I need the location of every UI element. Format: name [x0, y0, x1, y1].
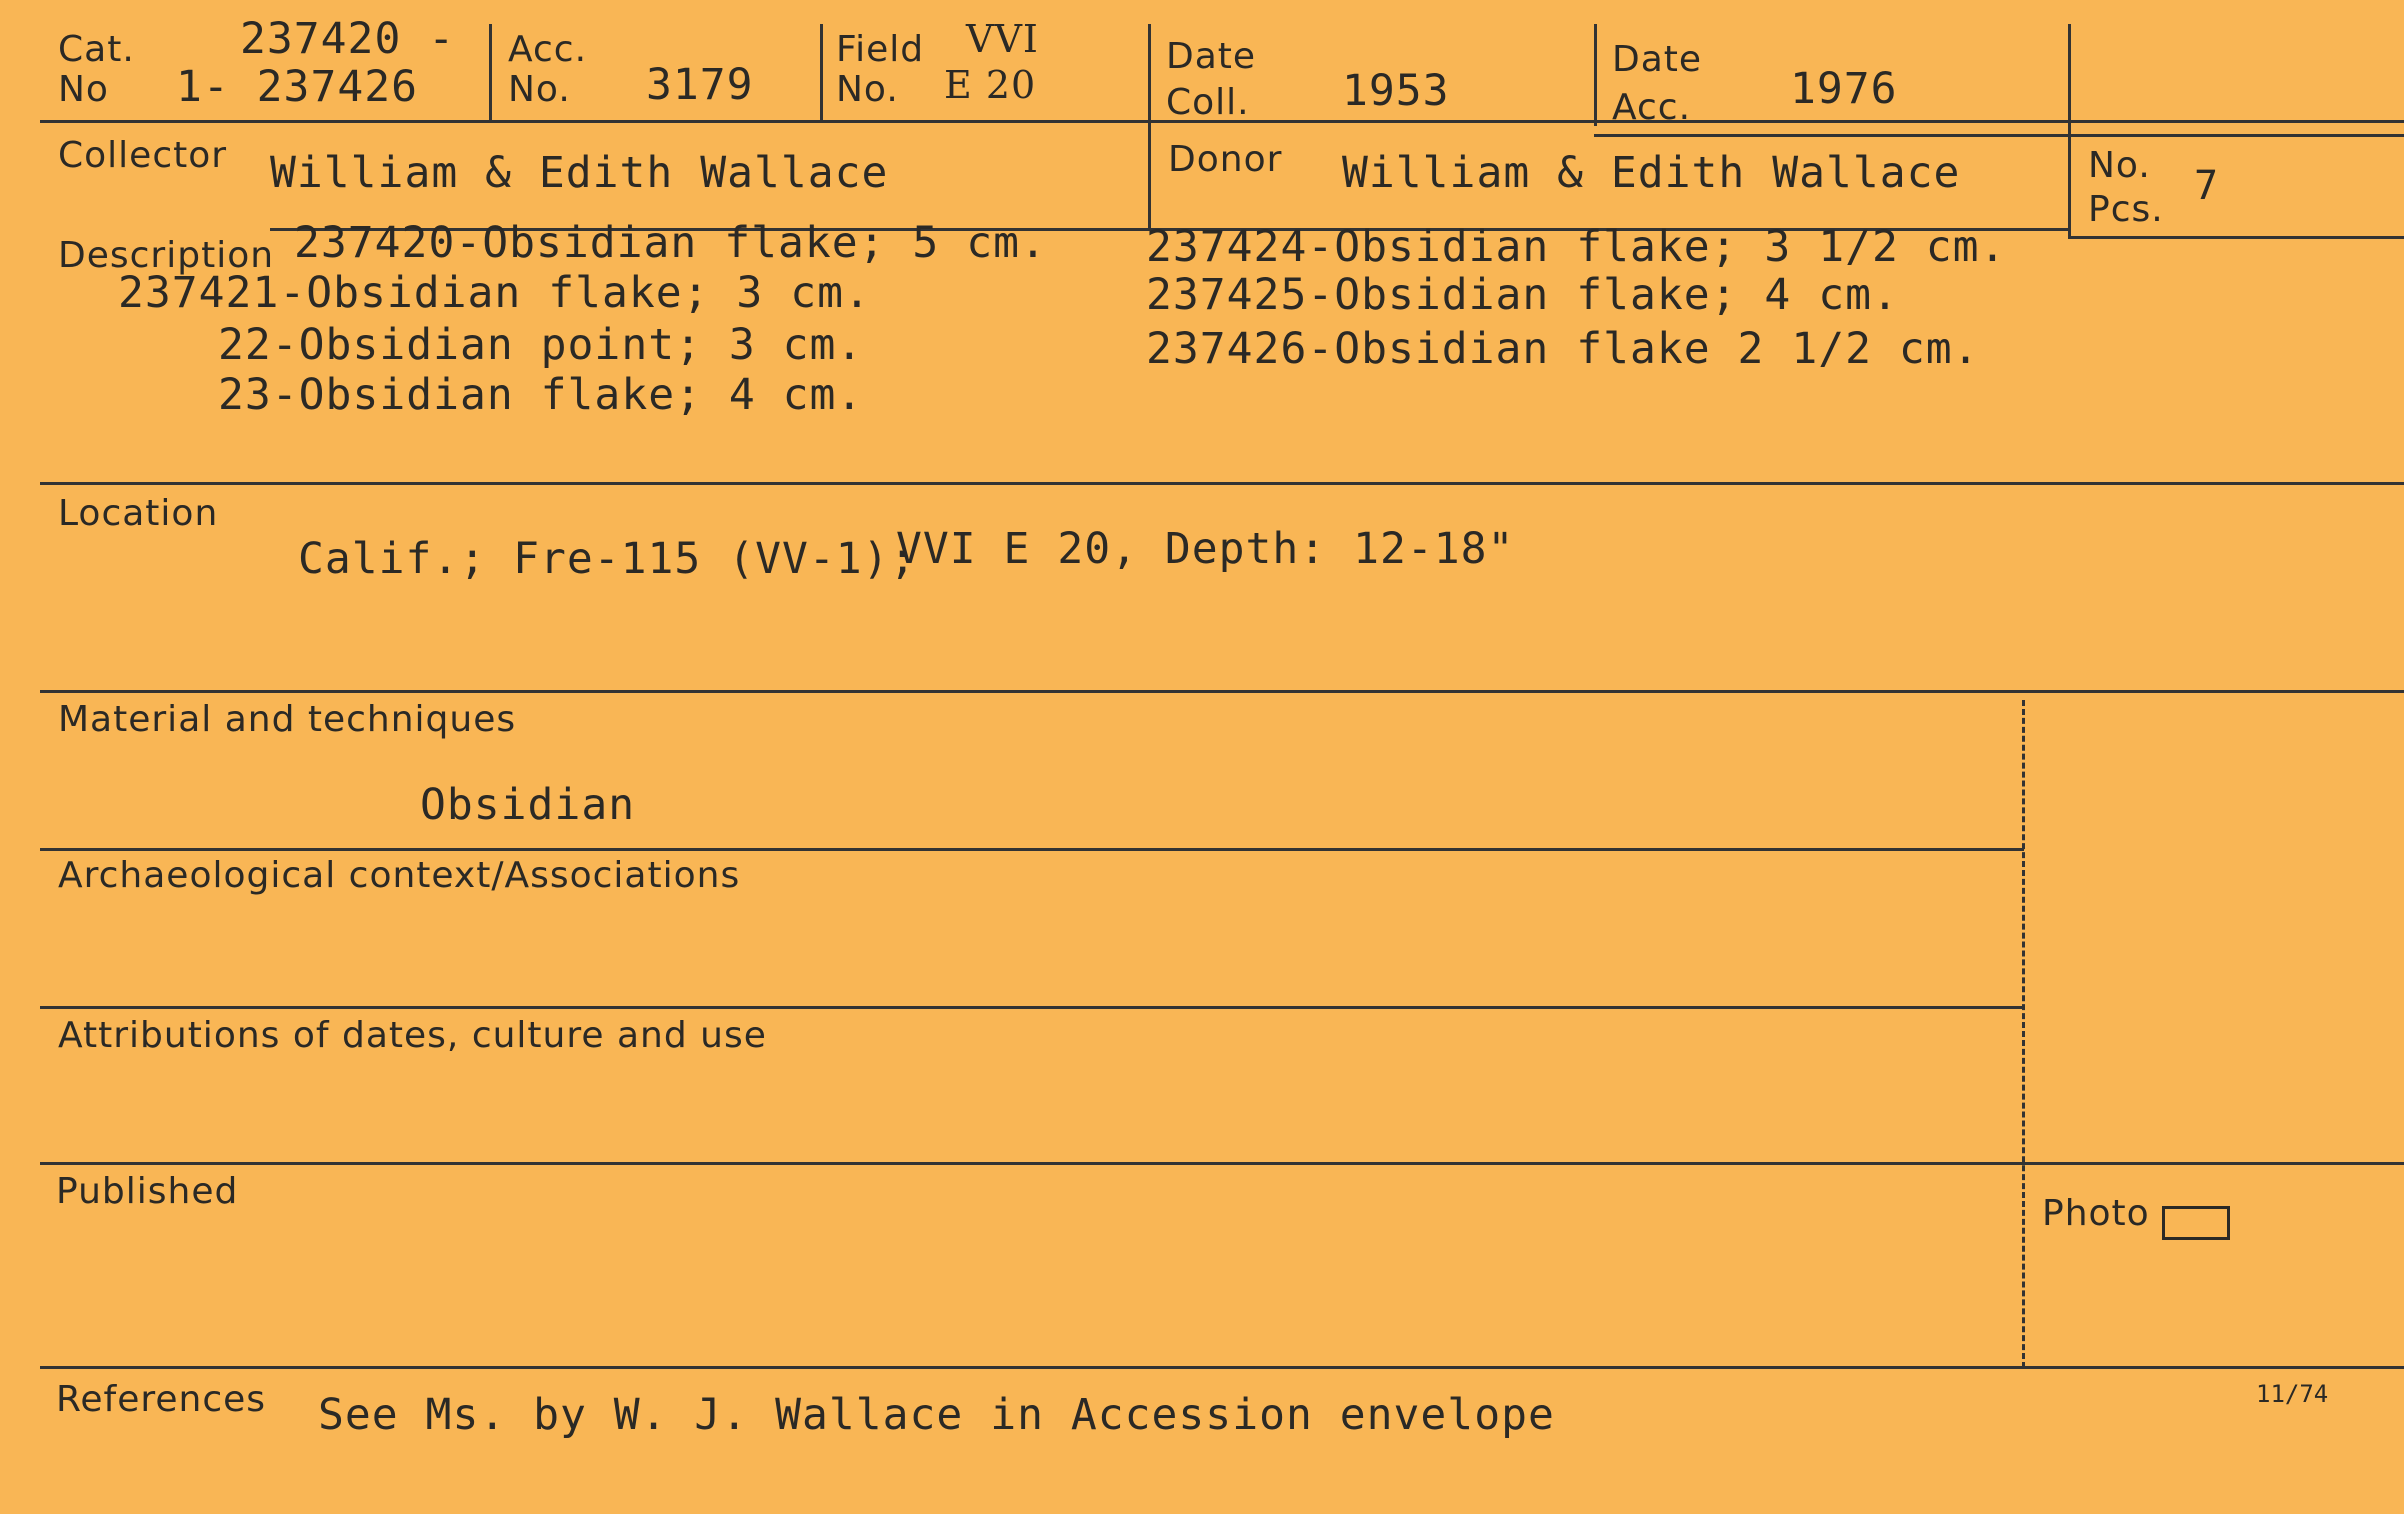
location-bottom-rule	[40, 690, 2404, 693]
archaeological-bottom-rule	[40, 1006, 2024, 1009]
pieces-no-label: No.	[2088, 145, 2151, 186]
collector-value: William & Edith Wallace	[270, 148, 889, 198]
archaeological-label: Archaeological context/Associations	[58, 855, 741, 896]
cat-number-line2: 1- 237426	[176, 62, 418, 112]
date-coll-value: 1953	[1342, 66, 1450, 116]
description-item-4: 23-Obsidian flake; 4 cm.	[218, 370, 864, 420]
date-acc-value: 1976	[1790, 64, 1898, 114]
material-bottom-rule	[40, 848, 2024, 851]
field-no-value-line1: VVI	[966, 17, 1039, 61]
cat-no-label: Cat. No	[58, 29, 135, 110]
photo-column-divider	[2022, 700, 2025, 1368]
published-label: Published	[56, 1171, 239, 1212]
pieces-pcs-label: Pcs.	[2088, 189, 2164, 230]
collector-label: Collector	[58, 135, 228, 176]
form-code: 11/74	[2256, 1380, 2329, 1408]
description-item-5: 237424-Obsidian flake; 3 1/2 cm.	[1146, 222, 2007, 272]
description-item-1: 237420-Obsidian flake; 5 cm.	[294, 218, 1047, 268]
pieces-value: 7	[2194, 163, 2220, 209]
attributions-bottom-rule	[40, 1162, 2404, 1165]
description-item-6: 237425-Obsidian flake; 4 cm.	[1146, 270, 1899, 320]
location-label: Location	[58, 493, 219, 534]
header-divider-5	[2068, 24, 2071, 238]
description-item-7: 237426-Obsidian flake 2 1/2 cm.	[1146, 324, 1980, 374]
description-item-3: 22-Obsidian point; 3 cm.	[218, 320, 864, 370]
acc-no-label: Acc. No.	[508, 29, 588, 110]
pieces-row-rule	[2068, 236, 2404, 239]
description-label: Description	[58, 235, 275, 276]
donor-value: William & Edith Wallace	[1342, 148, 1961, 198]
attributions-label: Attributions of dates, culture and use	[58, 1015, 767, 1056]
material-label: Material and techniques	[58, 699, 517, 740]
cat-number-line1: 237420 -	[240, 14, 456, 64]
location-value-part1: Calif.; Fre-115 (VV-1);	[298, 534, 917, 584]
material-value: Obsidian	[420, 780, 636, 830]
field-no-value-line2: E 20	[944, 63, 1037, 107]
header-divider-1	[489, 24, 492, 120]
date-acc-label: Date Acc.	[1612, 39, 1703, 128]
description-bottom-rule	[40, 482, 2404, 485]
description-item-2: 237421-Obsidian flake; 3 cm.	[118, 268, 871, 318]
photo-label: Photo	[2042, 1193, 2150, 1234]
date-coll-label: Date Coll.	[1166, 36, 1257, 123]
location-value-part2: VVI E 20, Depth: 12-18"	[896, 524, 1515, 574]
references-label: References	[56, 1379, 267, 1420]
header-divider-3	[1148, 24, 1151, 230]
photo-checkbox	[2162, 1206, 2230, 1240]
references-value: See Ms. by W. J. Wallace in Accession envelope	[318, 1390, 1555, 1440]
published-bottom-rule	[40, 1366, 2404, 1369]
header-divider-4	[1594, 24, 1597, 126]
donor-label: Donor	[1168, 139, 1283, 180]
header-divider-2	[820, 24, 823, 120]
field-no-label: Field No.	[836, 29, 925, 110]
acc-no-value: 3179	[646, 60, 754, 110]
header-right-rule	[1594, 134, 2404, 137]
